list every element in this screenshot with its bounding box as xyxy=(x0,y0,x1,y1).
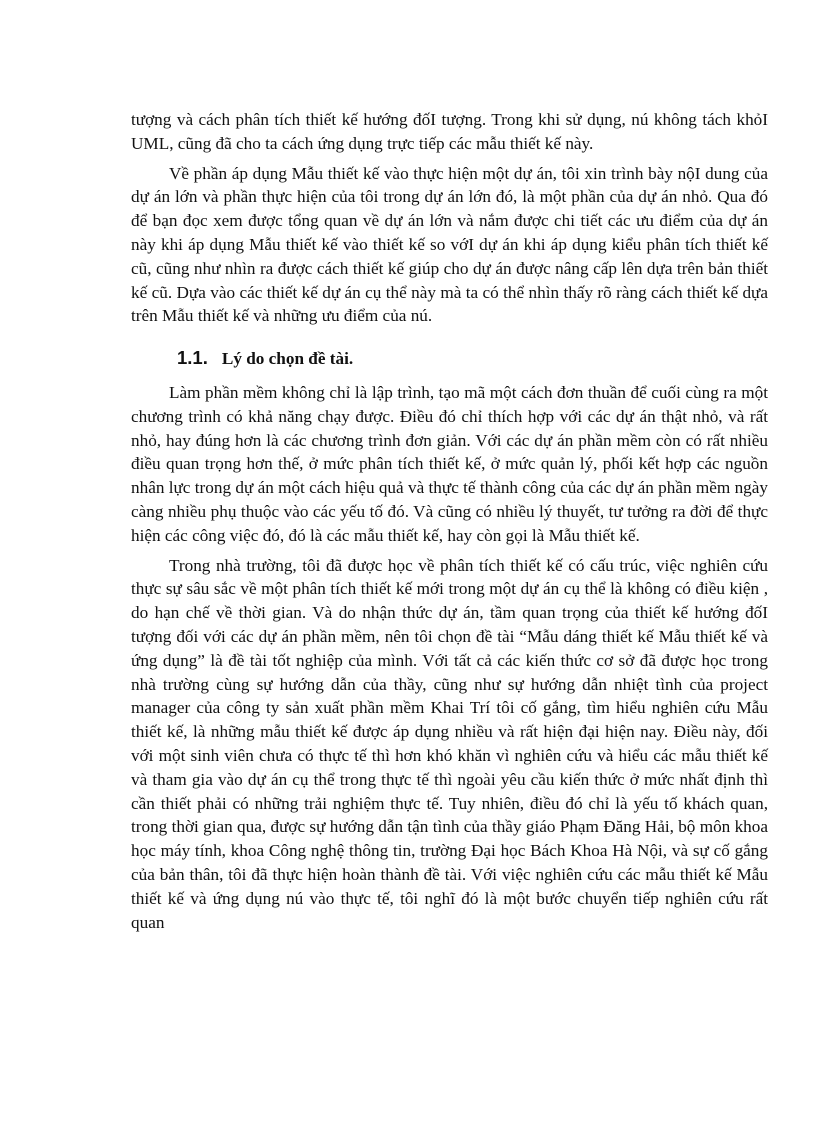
section-paragraph-2: Trong nhà trường, tôi đã được học về phân tích thiết kế có cấu trúc, việc nghiên cứu thực sự sâu sắc về một phân tích thiết kế mới trong một dự án cụ thể là không có điều kiện , do hạn chế về thời gian. Và do nhận thức dự án, tầm quan trọng của thiết kế hướng đốI tượng đối với các dự án phần mềm, nên tôi chọn đề tài “Mẫu dáng thiết kế Mẫu thiết kế và ứng dụng” là đề tài tốt nghiệp của mình. Với tất cả các kiến thức cơ sở đã được học trong nhà trường cùng sự hướng dẫn của thầy, cũng như sự hướng dẫn nhiệt tình của project manager của công ty sản xuất phần mềm Khai Trí tôi cố gắng, tìm hiểu nghiên cứu Mẫu thiết kế, là những mẫu thiết kế được áp dụng nhiều và rất hiện đại hiện nay. Điều này, đối với một sinh viên chưa có thực tế thì hơn khó khăn vì nghiên cứu và hiểu các mẫu thiết kế và tham gia vào dự án cụ thể trong thực tế thì ngoài yêu cầu kiến thức ở mức nhất định thì cần thiết phải có những trải nghiệm thực tế. Tuy nhiên, điều đó chỉ là yếu tố khách quan, trong thời gian qua, được sự hướng dẫn tận tình của thầy giáo Phạm Đăng Hải, bộ môn khoa học máy tính, khoa Công nghệ thông tin, trường Đại học Bách Khoa Hà Nội, và sự cố gắng của bản thân, tôi đã thực hiện hoàn thành đề tài. Với việc nghiên cứu các mẫu thiết kế Mẫu thiết kế và ứng dụng nú vào thực tế, tôi nghĩ đó là một bước chuyển tiếp nghiên cứu rất quan xyxy=(131,555,768,932)
section-number: 1.1. xyxy=(177,347,208,369)
section-paragraph-1: Làm phần mềm không chỉ là lập trình, tạo mã một cách đơn thuần để cuối cùng ra một chương trình có khả năng chạy được. Điều đó chỉ thích hợp với các dự án thật nhỏ, và rất nhỏ, hay đúng hơn là các chương trình đơn giản. Với các dự án phần mềm còn có rất nhiều điều quan trọng hơn thế, ở mức phân tích thiết kế, ở mức quản lý, phối kết hợp các nguồn nhân lực trong dự án một cách hiệu quả và thực tế thành công của các dự án phần mềm ngày càng nhiều phụ thuộc vào các yếu tố đó. Và cũng có nhiều lý thuyết, tư tưởng ra đời để thực hiện các công việc đó, đó là các mẫu thiết kế, hay còn gọi là Mẫu thiết kế. xyxy=(131,382,768,545)
intro-paragraph-2: Về phần áp dụng Mẫu thiết kế vào thực hiện một dự án, tôi xin trình bày nộI dung của dự án lớn và phần thực hiện của tôi trong dự án lớn đó, là một phần của dự án nhỏ. Qua đó để bạn đọc xem được tổng quan về dự án lớn và nắm được chi tiết các ưu điểm của dự án này khi áp dụng Mẫu thiết kế vào thiết kế so vớI dự án khi áp dụng kiểu phân tích thiết kế cũ, cũng như nhìn ra được cách thiết kế giúp cho dự án được nâng cấp lên dựa trên bản thiết kế cũ. Dựa vào các thiết kế dự án cụ thể này mà ta có thể nhìn thấy rõ ràng cách thiết kế dựa trên Mẫu thiết kế và những ưu điểm của nú. xyxy=(131,163,768,326)
document-page xyxy=(131,108,768,934)
intro-paragraph-1: tượng và cách phân tích thiết kế hướng đốI tượng. Trong khi sử dụng, nú không tách khỏI UML, cũng đã cho ta cách ứng dụng trực tiếp các mẫu thiết kế này. xyxy=(131,110,768,153)
section-heading xyxy=(131,346,768,371)
section-title: Lý do chọn đề tài. xyxy=(221,349,354,369)
